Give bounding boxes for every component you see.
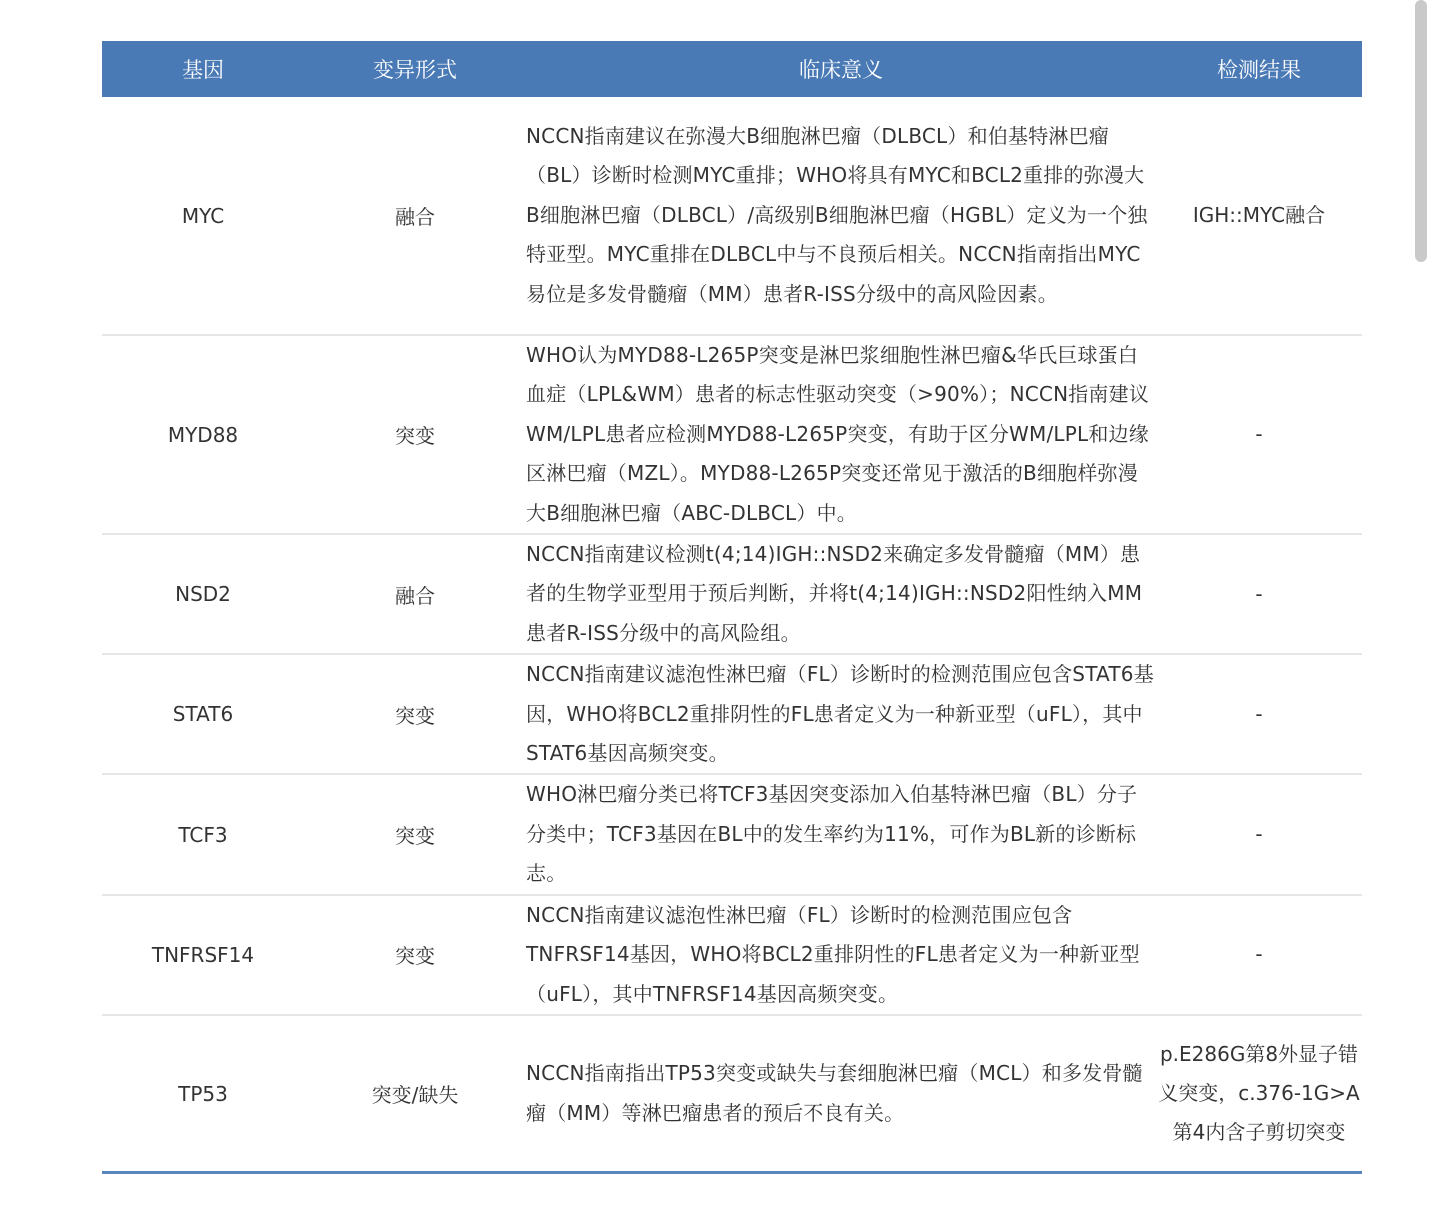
header-variant-type: 变异形式 — [373, 58, 457, 82]
clinical-significance-cell: NCCN指南建议滤泡性淋巴瘤（FL）诊断时的检测范围应包含STAT6基因，WHO将BCL2重排阴性的FL患者定义为一种新亚型（uFL），其中STAT6基因高频突变。 — [526, 654, 1156, 774]
gene-cell: TP53 — [102, 1015, 304, 1173]
clinical-significance-cell: NCCN指南建议在弥漫大B细胞淋巴瘤（DLBCL）和伯基特淋巴瘤（BL）诊断时检测MYC重排；WHO将具有MYC和BCL2重排的弥漫大B细胞淋巴瘤（DLBCL）/高级别B细胞淋巴瘤（HGBL）定义为一个独特亚型。MYC重排在DLBCL中与不良预后相关。NCCN指南指出MYC易位是多发骨髓瘤（MM）患者R-ISS分级中的高风险因素。 — [526, 97, 1156, 335]
header-test-result: 检测结果 — [1217, 58, 1301, 82]
gene-cell: MYC — [102, 97, 304, 335]
test-result-cell: - — [1156, 335, 1362, 534]
variant-type-cell: 突变 — [304, 335, 526, 534]
test-result-cell: - — [1156, 774, 1362, 894]
clinical-significance-cell: WHO淋巴瘤分类已将TCF3基因突变添加入伯基特淋巴瘤（BL）分子分类中；TCF3基因在BL中的发生率约为11%，可作为BL新的诊断标志。 — [526, 774, 1156, 894]
header-gene: 基因 — [182, 58, 224, 82]
clinical-significance-cell: NCCN指南建议滤泡性淋巴瘤（FL）诊断时的检测范围应包含TNFRSF14基因，WHO将BCL2重排阴性的FL患者定义为一种新亚型（uFL），其中TNFRSF14基因高频突变。 — [526, 895, 1156, 1015]
gene-cell: NSD2 — [102, 534, 304, 654]
table-row — [102, 774, 1362, 894]
gene-cell: TNFRSF14 — [102, 895, 304, 1015]
table-row — [102, 335, 1362, 534]
gene-cell: TCF3 — [102, 774, 304, 894]
clinical-significance-cell: WHO认为MYD88-L265P突变是淋巴浆细胞性淋巴瘤&华氏巨球蛋白血症（LPL&WM）患者的标志性驱动突变（>90%）；NCCN指南建议WM/LPL患者应检测MYD88-L265P突变，有助于区分WM/LPL和边缘区淋巴瘤（MZL）。MYD88-L265P突变还常见于激活的B细胞样弥漫大B细胞淋巴瘤（ABC-DLBCL）中。 — [526, 335, 1156, 534]
vertical-scrollbar[interactable] — [1415, 0, 1427, 262]
clinical-significance-cell: NCCN指南指出TP53突变或缺失与套细胞淋巴瘤（MCL）和多发骨髓瘤（MM）等淋巴瘤患者的预后不良有关。 — [526, 1015, 1156, 1173]
gene-cell: STAT6 — [102, 654, 304, 774]
gene-cell: MYD88 — [102, 335, 304, 534]
test-result-cell: - — [1156, 534, 1362, 654]
test-result-cell: - — [1156, 895, 1362, 1015]
test-result-cell: p.E286G第8外显子错义突变，c.376-1G>A第4内含子剪切突变 — [1156, 1015, 1362, 1173]
table-row — [102, 534, 1362, 654]
table-row — [102, 895, 1362, 1015]
header-clinical-significance: 临床意义 — [799, 58, 883, 82]
gene-variant-table — [102, 41, 1362, 1174]
test-result-cell: - — [1156, 654, 1362, 774]
test-result-cell: IGH::MYC融合 — [1156, 97, 1362, 335]
variant-type-cell: 突变 — [304, 774, 526, 894]
table-header-row — [102, 41, 1362, 97]
table-row — [102, 1015, 1362, 1173]
variant-type-cell: 融合 — [304, 534, 526, 654]
table-row — [102, 654, 1362, 774]
variant-type-cell: 突变 — [304, 654, 526, 774]
table-row — [102, 97, 1362, 335]
clinical-significance-cell: NCCN指南建议检测t(4;14)IGH::NSD2来确定多发骨髓瘤（MM）患者的生物学亚型用于预后判断，并将t(4;14)IGH::NSD2阳性纳入MM患者R-ISS分级中的高风险组。 — [526, 534, 1156, 654]
variant-type-cell: 突变/缺失 — [304, 1015, 526, 1173]
variant-type-cell: 融合 — [304, 97, 526, 335]
variant-type-cell: 突变 — [304, 895, 526, 1015]
